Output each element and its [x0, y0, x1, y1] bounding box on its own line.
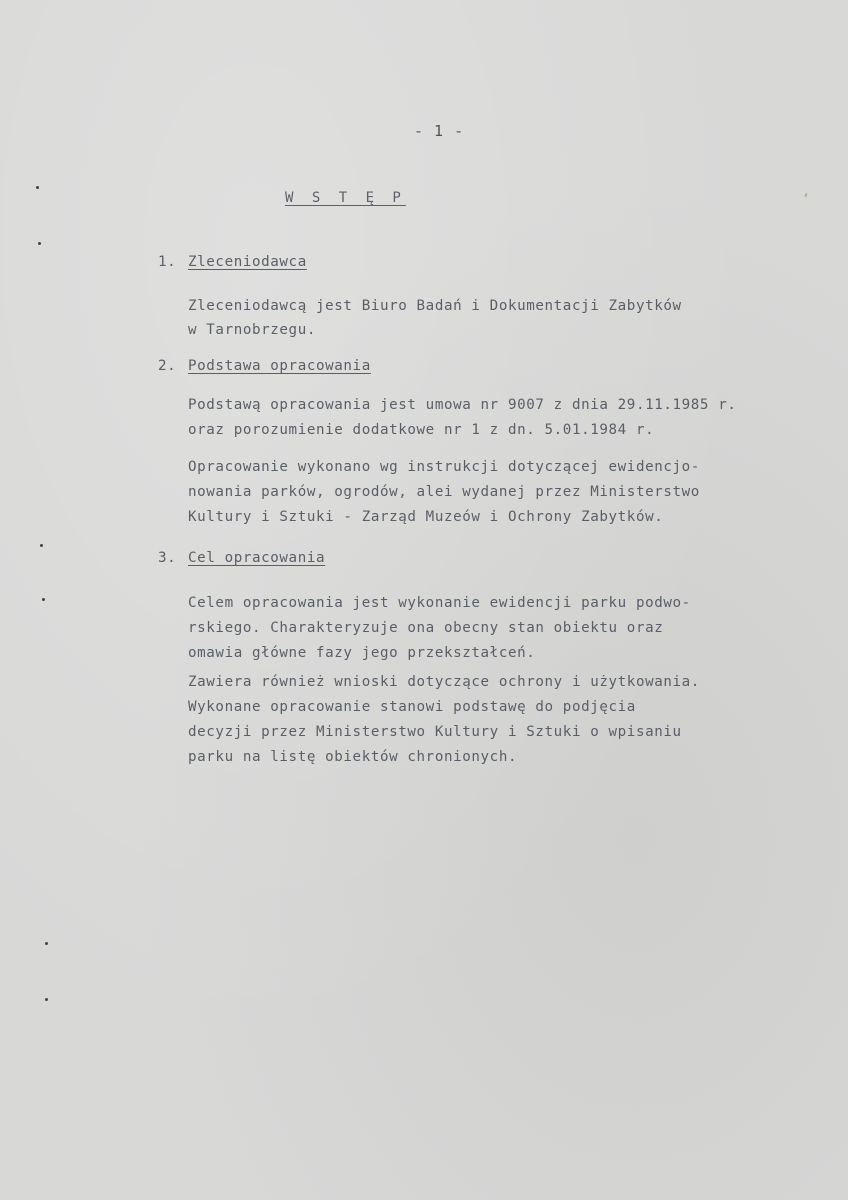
section-3-line: decyzji przez Ministerstwo Kultury i Sztuki o wpisaniu [188, 724, 682, 740]
page-number: - 1 - [414, 122, 465, 140]
section-1-line: w Tarnobrzegu. [188, 322, 316, 338]
section-3-line: Celem opracowania jest wykonanie ewidencji parku podwo- [188, 595, 691, 611]
section-2-title: Podstawa opracowania [188, 358, 371, 374]
paper-speck [804, 193, 807, 197]
section-2-line: Kultury i Sztuki - Zarząd Muzeów i Ochrony Zabytków. [188, 509, 664, 525]
section-2-line: oraz porozumienie dodatkowe nr 1 z dn. 5.01.1984 r. [188, 422, 655, 438]
section-3-number: 3. [158, 550, 177, 566]
section-1-line: Zleceniodawcą jest Biuro Badań i Dokumentacji Zabytków [188, 298, 682, 314]
scan-mark [36, 186, 39, 189]
section-2-line: Podstawą opracowania jest umowa nr 9007 z dnia 29.11.1985 r. [188, 397, 737, 413]
section-1-title: Zleceniodawca [188, 254, 307, 270]
scan-mark [40, 544, 43, 547]
scan-mark [42, 598, 45, 601]
section-1-number: 1. [158, 254, 177, 270]
scan-mark [45, 998, 48, 1001]
scan-mark [38, 242, 41, 245]
section-2-number: 2. [158, 358, 177, 374]
section-3-line: Wykonane opracowanie stanowi podstawę do podjęcia [188, 699, 636, 715]
section-3-line: omawia główne fazy jego przekształceń. [188, 645, 536, 661]
section-3-title: Cel opracowania [188, 550, 326, 566]
section-2-line: nowania parków, ogrodów, alei wydanej przez Ministerstwo [188, 484, 700, 500]
section-2-line: Opracowanie wykonano wg instrukcji dotyczącej ewidencjo- [188, 459, 700, 475]
section-3-line: Zawiera również wnioski dotyczące ochrony i użytkowania. [188, 674, 700, 690]
page-title: W S T Ę P [285, 190, 406, 206]
section-3-line: rskiego. Charakteryzuje ona obecny stan obiektu oraz [188, 620, 664, 636]
section-3-line: parku na listę obiektów chronionych. [188, 749, 518, 765]
scan-mark [45, 942, 48, 945]
